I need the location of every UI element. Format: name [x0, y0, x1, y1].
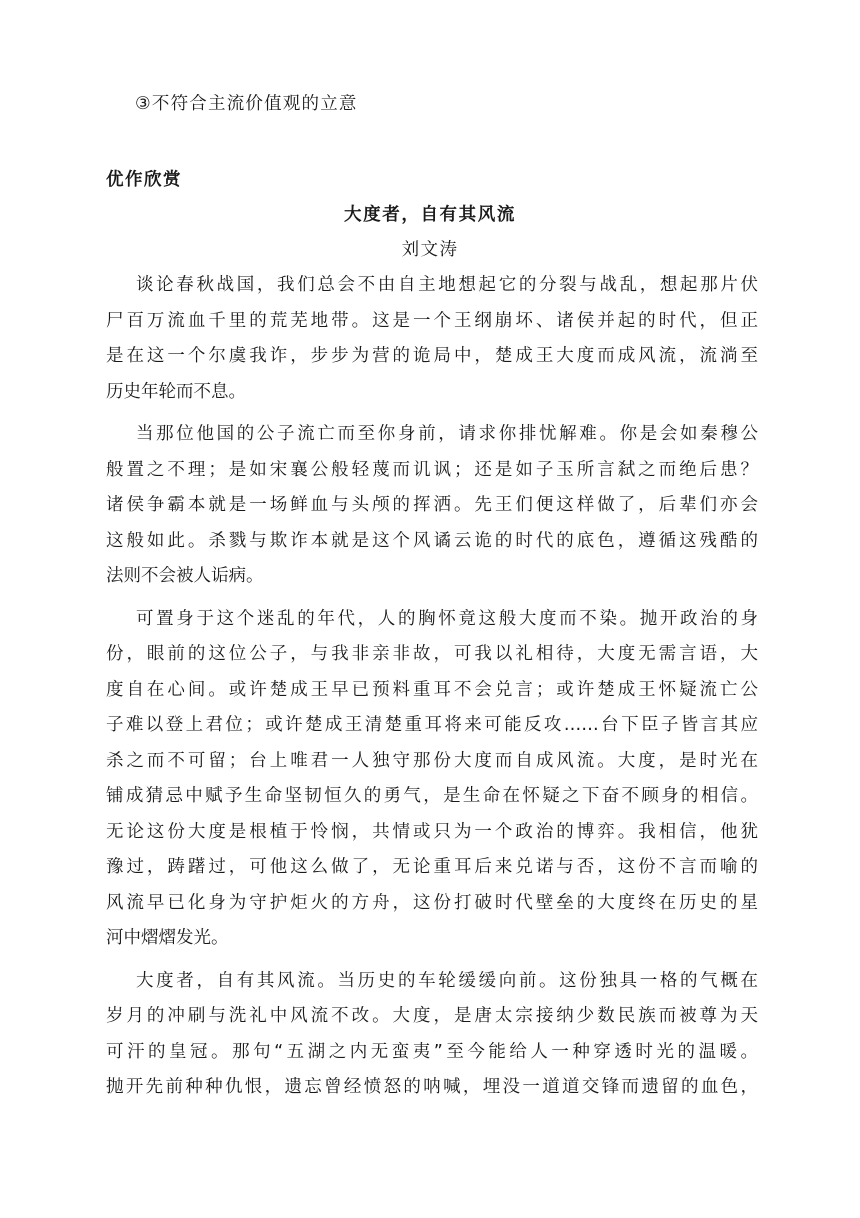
paragraph-line: 风流早已化身为守护炬火的方舟，这份打破时代壁垒的大度终在历史的星 — [106, 892, 758, 913]
paragraph-line: 般置之不理；是如宋襄公般轻蔑而讥讽；还是如子玉所言弑之而绝后患？ — [106, 459, 758, 480]
paragraph-line: 可置身于这个迷乱的年代，人的胸怀竟这般大度而不染。抛开政治的身 — [136, 608, 758, 629]
essay-title: 大度者，自有其风流 — [344, 205, 516, 225]
paragraph-line: 诸侯争霸本就是一场鲜血与头颅的挥洒。先王们便这样做了，后辈们亦会 — [106, 495, 758, 515]
paragraph-line: 岁月的冲刷与洗礼中风流不改。大度，是唐太宗接纳少数民族而被尊为天 — [106, 1006, 758, 1026]
paragraph-line: 份，眼前的这位公子，与我非亲非故，可我以礼相待，大度无需言语，大 — [106, 644, 758, 664]
essay-paragraph — [106, 417, 758, 595]
paragraph-line: 历史年轮而不息。 — [106, 381, 246, 402]
section-heading: 优作欣赏 — [106, 170, 182, 190]
criteria-point: ③不符合主流价值观的立意 — [135, 94, 358, 114]
paragraph-line: 度自在心间。或许楚成王早已预料重耳不会兑言；或许楚成王怀疑流亡公 — [106, 679, 758, 700]
paragraph-line: 尸百万流血千里的荒芜地带。这是一个王纲崩坏、诸侯并起的时代，但正 — [106, 310, 758, 331]
paragraph-line: 当那位他国的公子流亡而至你身前，请求你排忧解难。你是会如秦穆公 — [136, 424, 758, 444]
paragraph-line: 无论这份大度是根植于怜悯，共情或只为一个政治的博弈。我相信，他犹 — [106, 821, 758, 842]
essay-paragraph — [106, 268, 758, 410]
paragraph-line: 这般如此。杀戮与欺诈本就是这个风谲云诡的时代的底色，遵循这残酷的 — [106, 530, 758, 551]
paragraph-line: 大度者，自有其风流。当历史的车轮缓缓向前。这份独具一格的气概在 — [136, 970, 758, 991]
paragraph-line: 法则不会被人诟病。 — [106, 566, 264, 586]
paragraph-line: 是在这一个尔虞我诈，步步为营的诡局中，楚成王大度而成风流，流淌至 — [106, 346, 758, 366]
paragraph-line: 抛开先前种种仇恨，遗忘曾经愤怒的呐喊，埋没一道道交锋而遗留的血色， — [106, 1077, 758, 1097]
paragraph-line: 杀之而不可留；台上唯君一人独守那份大度而自成风流。大度，是时光在 — [106, 750, 758, 771]
essay-paragraph — [106, 964, 758, 1106]
paragraph-line: 铺成猜忌中赋予生命坚韧恒久的勇气，是生命在怀疑之下奋不顾身的相信。 — [106, 786, 758, 806]
essay-author: 刘文涛 — [401, 240, 459, 260]
paragraph-line: 子难以登上君位；或许楚成王清楚重耳将来可能反攻……台下臣子皆言其应 — [106, 715, 758, 735]
paragraph-line: 河中熠熠发光。 — [106, 928, 229, 948]
essay-body — [106, 268, 758, 1106]
paragraph-line: 豫过，踌躇过，可他这么做了，无论重耳后来兑诺与否，这份不言而喻的 — [106, 857, 758, 877]
paragraph-line: 谈论春秋战国，我们总会不由自主地想起它的分裂与战乱，想起那片伏 — [136, 275, 758, 295]
essay-paragraph — [106, 602, 758, 957]
paragraph-line: 可汗的皇冠。那句“五湖之内无蛮夷”至今能给人一种穿透时光的温暖。 — [106, 1041, 758, 1062]
